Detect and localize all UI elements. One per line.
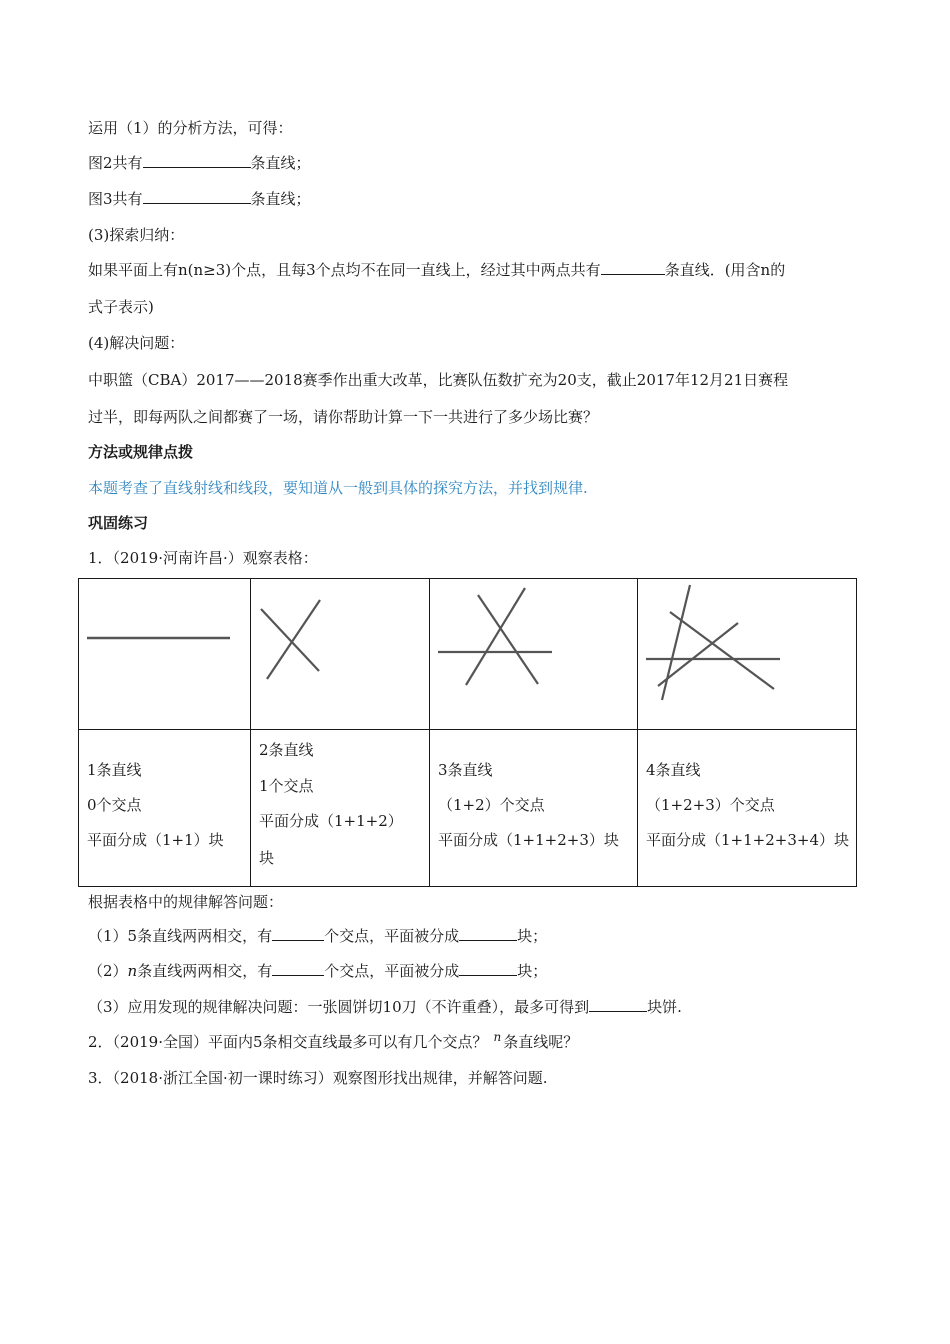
q3-text-a: （3）应用发现的规律解决问题：一张圆饼切10刀（不许重叠），最多可得到: [88, 998, 590, 1016]
figure-two-lines: [251, 579, 430, 730]
q2-text-c: 个交点，平面被分成: [324, 962, 460, 980]
fig3-line: [88, 189, 311, 209]
cell1-lines: 1条直线: [87, 761, 142, 779]
intro-line: 运用（1）的分析方法，可得：: [88, 119, 293, 137]
question-3: [88, 997, 682, 1017]
cell2-regions: 平面分成（1+1+2）: [259, 812, 403, 830]
fig3-suffix: 条直线；: [250, 190, 311, 208]
part3-text-b: 条直线．(用含n的: [664, 261, 786, 279]
q1-text-a: （1）5条直线两两相交，有: [88, 927, 273, 945]
two-lines-diagram: [251, 579, 430, 729]
cell4-lines: 4条直线: [646, 761, 701, 779]
q2-text-a: （2）: [88, 962, 128, 980]
cell4-regions: 平面分成（1+1+2+3+4）块: [646, 831, 849, 849]
q1-blank-points[interactable]: [272, 926, 324, 941]
cell4-points: （1+2+3）个交点: [646, 796, 775, 814]
p2-text-a: 2．（2019·全国）平面内5条相交直线最多可以有几个交点？: [88, 1033, 488, 1051]
part3-heading: (3)探索归纳：: [88, 226, 185, 244]
part4-heading: (4)解决问题：: [88, 334, 185, 352]
cell1-regions: 平面分成（1+1）块: [87, 831, 224, 849]
cell3-regions: 平面分成（1+1+2+3）块: [438, 831, 619, 849]
four-lines-diagram: [638, 579, 857, 729]
cell-two-lines: [251, 730, 430, 887]
part3-text-a: 如果平面上有n(n≥3)个点，且每3个点均不在同一直线上，经过其中两点共有: [88, 261, 601, 279]
method-text: 本题考查了直线射线和线段，要知道从一般到具体的探究方法，并找到规律.: [88, 479, 588, 497]
fig3-blank[interactable]: [143, 189, 251, 204]
cell1-points: 0个交点: [87, 796, 142, 814]
fig2-blank[interactable]: [143, 153, 251, 168]
problem-3: 3．（2018·浙江全国·初一课时练习）观察图形找出规律，并解答问题.: [88, 1069, 548, 1087]
fig2-prefix: 图2共有: [88, 154, 143, 172]
cell2-points: 1个交点: [259, 777, 314, 795]
question-1: [88, 926, 547, 946]
fig3-prefix: 图3共有: [88, 190, 143, 208]
q1-text-c: 块；: [517, 927, 548, 945]
q2-blank-points[interactable]: [272, 961, 324, 976]
fig2-line: [88, 153, 311, 173]
q2-text-b: 条直线两两相交，有: [137, 962, 273, 980]
method-heading: 方法或规律点拨: [88, 443, 194, 461]
q1-blank-regions[interactable]: [459, 926, 517, 941]
part3-text-c: 式子表示): [88, 298, 154, 316]
part3-blank[interactable]: [601, 260, 665, 275]
q3-blank[interactable]: [589, 997, 647, 1012]
one-line-diagram: [79, 579, 251, 729]
cell2-lines: 2条直线: [259, 741, 314, 759]
part4-text-b: 过半，即每两队之间都赛了一场，请你帮助计算一下一共进行了多少场比赛？: [88, 408, 599, 426]
part3-text: [88, 260, 785, 280]
figure-one-line: [79, 579, 251, 730]
cell3-lines: 3条直线: [438, 761, 493, 779]
three-lines-diagram: [430, 579, 638, 729]
figure-four-lines: [638, 579, 857, 730]
practice-heading: 巩固练习: [88, 514, 149, 532]
problem-2: [88, 1032, 578, 1053]
figure-three-lines: [430, 579, 638, 730]
q2-n: n: [127, 962, 138, 980]
cell-three-lines: [430, 730, 638, 887]
q2-text-d: 块；: [517, 962, 548, 980]
fig2-suffix: 条直线；: [250, 154, 311, 172]
q1-text-b: 个交点，平面被分成: [324, 927, 460, 945]
question-2: [88, 961, 547, 981]
q3-text-b: 块饼.: [647, 998, 682, 1016]
observation-table: [78, 578, 857, 887]
q1-intro: 1．（2019·河南许昌·）观察表格：: [88, 549, 318, 567]
p2-text-b: 条直线呢？: [503, 1033, 579, 1051]
rule-line: 根据表格中的规律解答问题：: [88, 893, 284, 911]
cell2-regions-unit: 块: [259, 849, 275, 867]
cell3-points: （1+2）个交点: [438, 796, 545, 814]
cell-four-lines: [638, 730, 857, 887]
q2-blank-regions[interactable]: [459, 961, 517, 976]
part4-text-a: 中职篮（CBA）2017——2018赛季作出重大改革，比赛队伍数扩充为20支，截止2017年12月21日赛程: [88, 371, 789, 389]
p2-n: n: [493, 1030, 502, 1044]
cell-one-line: [79, 730, 251, 887]
